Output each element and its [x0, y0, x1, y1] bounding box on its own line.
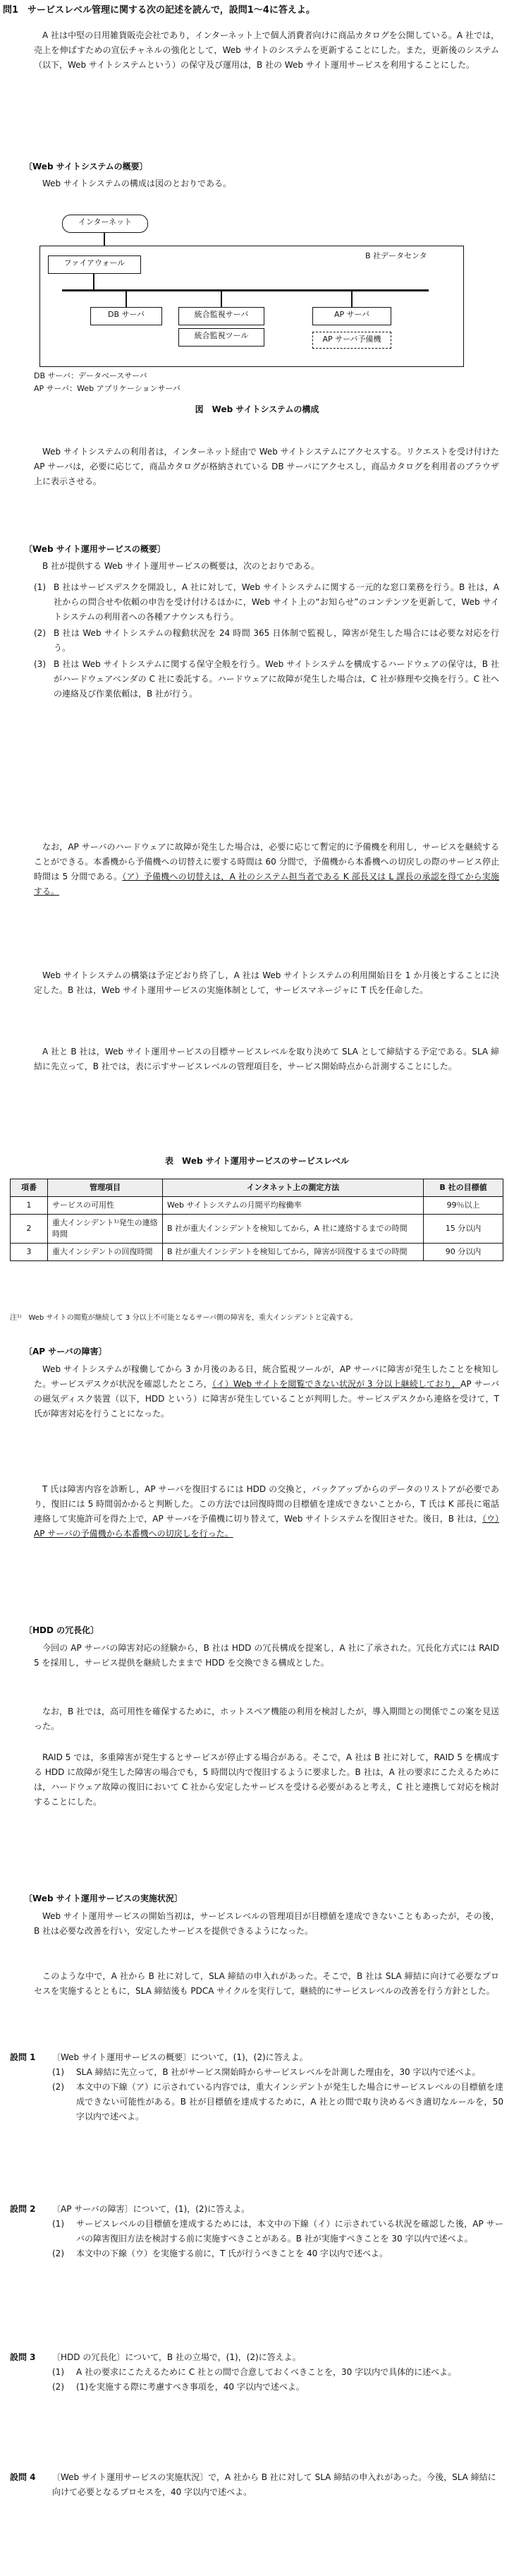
line-mon — [221, 291, 222, 307]
datacenter-label: B 社データセンタ — [365, 251, 427, 260]
sub-question: (1) サービスレベルの目標値を達成するためには，本文中の下線（イ）に示されている状況を確認した後，AP サーバの障害復旧方法を検討する前に実施すべきことがある。B 社が実施すべきことを 30 字以内で述べよ。 — [52, 2219, 503, 2244]
hdd-paragraph-1: 今回の AP サーバの障害対応の経験から，B 社は HDD の冗長構成を提案し，A 社に了承された。冗長化方式には RAID 5 を採用し，サービス提供を継続したままで HDD を交換できる構成とした。 — [34, 1643, 499, 1668]
internet-node: インターネット — [62, 215, 148, 233]
table-header-row — [11, 1179, 503, 1197]
underline-i: （イ）Web サイトを閲覧できない状況が 3 分以上継続しており， — [212, 1379, 461, 1389]
header-cell: 項番 — [11, 1179, 48, 1197]
sub-question: (1) SLA 締結に先立って，B 社がサービス開始時からサービスレベルを計測した理由を，30 字以内で述べよ。 — [52, 2067, 481, 2077]
table-row: 1 サービスの可用性 Web サイトシステムの月間平均稼働率 99％以上 — [11, 1197, 503, 1215]
intro-paragraph: A 社は中堅の日用雑貨販売会社であり，インターネット上で個人消費者向けに商品カタログを公開している。A 社では，売上を伸ばすための宣伝チャネルの強化として，Web サイトのシステムを更新することにした。また，更新後のシステム（以下，Web サイトシステムという）の保守及び運用は，B 社の Web サイト運用サービスを利用することにした。 — [34, 30, 499, 70]
question-1: 設問 1 〔Web サイト運用サービスの概要〕について，(1)，(2)に答えよ。 (1) SLA 締結に先立って，B 社がサービス開始時からサービスレベルを計測した理由を，30 字以内で述べよ。 (2) 本文中の下線（ア）に示されている内容では，重大インシデントが発生した場合にサービスレベルの目標値を達成できない可能性がある。B 社が目標値を達成するために，A 社との間で取り決めるべき適切なルールを，50 字以内で述べよ。 — [10, 2050, 503, 2124]
overview-paragraph: Web サイトシステムの利用者は，インターネット経由で Web サイトシステムにアクセスする。リクエストを受け付けた AP サーバは，必要に応じて，商品カタログが格納されている DB サーバにアクセスし，商品カタログを利用者のブラウザ上に表示させる。 — [34, 447, 499, 486]
header-cell: 管理項目 — [48, 1179, 163, 1197]
firewall-node: ファイアウォール — [48, 255, 141, 274]
line-fw-lan — [93, 274, 94, 289]
hdd-paragraph-3: RAID 5 では，多重障害が発生するとサービスが停止する場合がある。そこで，A 社は B 社に対して，RAID 5 を構成する HDD に故障が発生した障害の場合でも，5 時間以内で復旧するように要求した。B 社は，A 社の要求にこたえるためには，ハードウェア故障の復旧において C 社から安定したサービスを受ける必要があると考え，C 社と連携して対応を検討することにした。 — [34, 1752, 499, 1807]
service-list — [34, 580, 499, 703]
question-title: 問1 サービスレベル管理に関する次の記述を読んで，設問1～4に答えよ。 — [3, 5, 315, 16]
diagram-caption: 図 Web サイトシステムの構成 — [195, 404, 319, 414]
system-diagram — [34, 212, 499, 416]
question-3: 設問 3 〔HDD の冗長化〕について，B 社の立場で，(1)，(2)に答えよ。 (1) A 社の要求にこたえるために C 社との間で合意しておくべきことを，30 字以内で具体的に述べよ。 (2) (1)を実施する際に考慮すべき事項を，40 字以内で述べよ。 — [10, 2350, 503, 2395]
header-cell: インタネット上の測定方法 — [163, 1179, 424, 1197]
lan-bus — [62, 289, 429, 291]
section-overview-text: Web サイトシステムの構成は図のとおりである。 — [42, 179, 231, 188]
sla-table — [10, 1179, 503, 1261]
sub-question: (1) A 社の要求にこたえるために C 社との間で合意しておくべきことを，30 字以内で具体的に述べよ。 — [52, 2367, 457, 2377]
status-paragraph-2: このような中で，A 社から B 社に対して，SLA 締結の申入れがあった。そこで，B 社は SLA 締結に向けて必要なプロセスを実施するとともに，SLA 締結後も PDCA サイクルを実行して，継続的にサービスレベルの改善を行う方針とした。 — [34, 1971, 499, 1996]
db-server-node: DB サーバ — [90, 307, 162, 325]
legend-db: DB サーバ：データベースサーバ — [34, 371, 147, 380]
legend-ap: AP サーバ：Web アプリケーションサーバ — [34, 384, 180, 393]
section-service-title: 〔Web サイト運用サービスの概要〕 — [24, 544, 166, 554]
line-db — [126, 291, 127, 307]
sub-question: (2) 本文中の下線（ア）に示されている内容では，重大インシデントが発生した場合にサービスレベルの目標値を達成できない可能性がある。B 社が目標値を達成するために，A 社との間で取り決めるべき適切なルールを，50 字以内で述べよ。 — [52, 2082, 503, 2121]
list-item: (2) B 社は Web サイトシステムの稼動状況を 24 時間 365 日体制で監視し，障害が発生した場合には必要な対応を行う。 — [34, 628, 499, 653]
section-overview-title: 〔Web サイトシステムの概要〕 — [24, 162, 148, 171]
service-paragraph-c: A 社と B 社は，Web サイト運用サービスの目標サービスレベルを取り決めて SLA として締結する予定である。SLA 締結に先立って，B 社では，表に示すサービスレベルの管理項目を，サービス開始時点から計測することにした。 — [34, 1047, 499, 1071]
sub-question: (2) 本文中の下線（ウ）を実施する前に，T 氏が行うべきことを 40 字以内で述べよ。 — [52, 2249, 388, 2258]
line-internet-fw — [104, 233, 105, 246]
table-row: 3 重大インシデントの回復時間 B 社が重大インシデントを検知してから，障害が回復するまでの時間 90 分以内 — [11, 1244, 503, 1261]
header-cell: B 社の目標値 — [424, 1179, 503, 1197]
table-row: 2 重大インシデント¹⁾発生の連絡時間 B 社が重大インシデントを検知してから，A 社に連絡するまでの時間 15 分以内 — [11, 1215, 503, 1244]
table-caption: 表 Web サイト運用サービスのサービスレベル — [165, 1156, 349, 1166]
table-note: 注¹⁾ Web サイトの閲覧が継続して 3 分以上不可能となるサーバ側の障害を，重大インシデントと定義する。 — [10, 1314, 357, 1322]
section-service-lead: B 社が提供する Web サイト運用サービスの概要は，次のとおりである。 — [42, 561, 320, 571]
hdd-paragraph-2: なお，B 社では，高可用性を確保するために，ホットスペア機能の利用を検討したが，導入期間との関係でこの案を見送った。 — [34, 1707, 499, 1731]
ap-backup-node: AP サーバ予備機 — [312, 332, 391, 349]
monitor-tool-node: 統合監視ツール — [178, 328, 264, 347]
service-paragraph-b: Web サイトシステムの構築は予定どおり終了し，A 社は Web サイトシステムの利用開始日を 1 か月後とすることに決定した。B 社は，Web サイト運用サービスの実施体制として，サービスマネージャに T 氏を任命した。 — [34, 970, 499, 995]
underline-u: （ウ）AP サーバの予備機から本番機への切戻しを行った。 — [34, 1514, 499, 1539]
line-ap — [351, 291, 353, 307]
status-paragraph-1: Web サイト運用サービスの開始当初は，サービスレベルの管理項目が目標値を達成できないこともあったが，その後，B 社は必要な改善を行い，安定したサービスを提供できるようになった。 — [34, 1911, 499, 1936]
list-item: (1) B 社はサービスデスクを開設し，A 社に対して，Web サイトシステムに関する一元的な窓口業務を行う。B 社は，A 社からの問合せや依頼の申告を受け付けるほかに，Web サイト上の“お知らせ”のコンテンツを更新して，Web サイトシステムの利用者への各種アナウンスも行う。 — [34, 582, 499, 622]
list-item: (3) B 社は Web サイトシステムに関する保守全般を行う。Web サイトシステムを構成するハードウェアの保守は，B 社がハードウェアベンダの C 社に委託する。ハードウェアに故障が発生した場合は，C 社が修理や交換を行う。C 社への連絡及び作業依頼は，B 社が行う。 — [34, 659, 499, 699]
ap-server-node: AP サーバ — [312, 307, 391, 325]
monitor-server-node: 統合監視サーバ — [178, 307, 264, 325]
service-paragraph-a: なお，AP サーバのハードウェアに故障が発生した場合は，必要に応じて暫定的に予備機を利用し，サービスを継続することができる。本番機から予備機への切替えに要する時間は 60 分間で，予備機から本番機への切戻しの際のサービス停止時間は 5 分間である。（ア）予備機への切替えは，A 社のシステム担当者である K 部長又は L 課長の承認を得てから実施する。 — [34, 842, 500, 896]
section-ap-title: 〔AP サーバの障害〕 — [24, 1347, 107, 1356]
question-2: 設問 2 〔AP サーバの障害〕について，(1)，(2)に答えよ。 (1) サービスレベルの目標値を達成するためには，本文中の下線（イ）に示されている状況を確認した後，AP サーバの障害復旧方法を検討する前に実施すべきことがある。B 社が実施すべきことを 30 字以内で述べよ。 (2) 本文中の下線（ウ）を実施する前に，T 氏が行うべきことを 40 字以内で述べよ。 — [10, 2202, 503, 2261]
section-hdd-title: 〔HDD の冗長化〕 — [24, 1625, 99, 1635]
ap-paragraph-2: T 氏は障害内容を診断し，AP サーバを復旧するには HDD の交換と，バックアップからのデータのリストアが必要であり，復旧には 5 時間弱かかると判断した。この方法では回復時間の目標値を達成できないことから，T 氏は K 部長に電話連絡して実施許可を得た上で，AP サーバを予備機に切り替えて，Web サイトシステムを復旧させた。後日，B 社は，（ウ）AP サーバの予備機から本番機への切戻しを行った。 — [34, 1484, 499, 1539]
sub-question: (2) (1)を実施する際に考慮すべき事項を，40 字以内で述べよ。 — [52, 2382, 305, 2392]
underline-a: （ア）予備機への切替えは，A 社のシステム担当者である K 部長又は L 課長の承認を得てから実施する。 — [34, 872, 500, 896]
section-status-title: 〔Web サイト運用サービスの実施状況〕 — [24, 1894, 183, 1903]
question-4: 設問 4 〔Web サイト運用サービスの実施状況〕で，A 社から B 社に対して SLA 締結の申入れがあった。今後，SLA 締結に向けて必要となるプロセスを，40 字以内で述べよ。 — [10, 2472, 496, 2497]
ap-paragraph-1: Web サイトシステムが稼働してから 3 か月後のある日，統合監視ツールが，AP サーバに障害が発生したことを検知した。サービスデスクが状況を確認したところ，（イ）Web サイトを閲覧できない状況が 3 分以上継続しており，AP サーバの磁気ディスク装置（以下，HDD という）に障害が発生していることが判明した。サービスデスクから連絡を受けて，T 氏が障害対応を行うことになった。 — [34, 1364, 499, 1419]
